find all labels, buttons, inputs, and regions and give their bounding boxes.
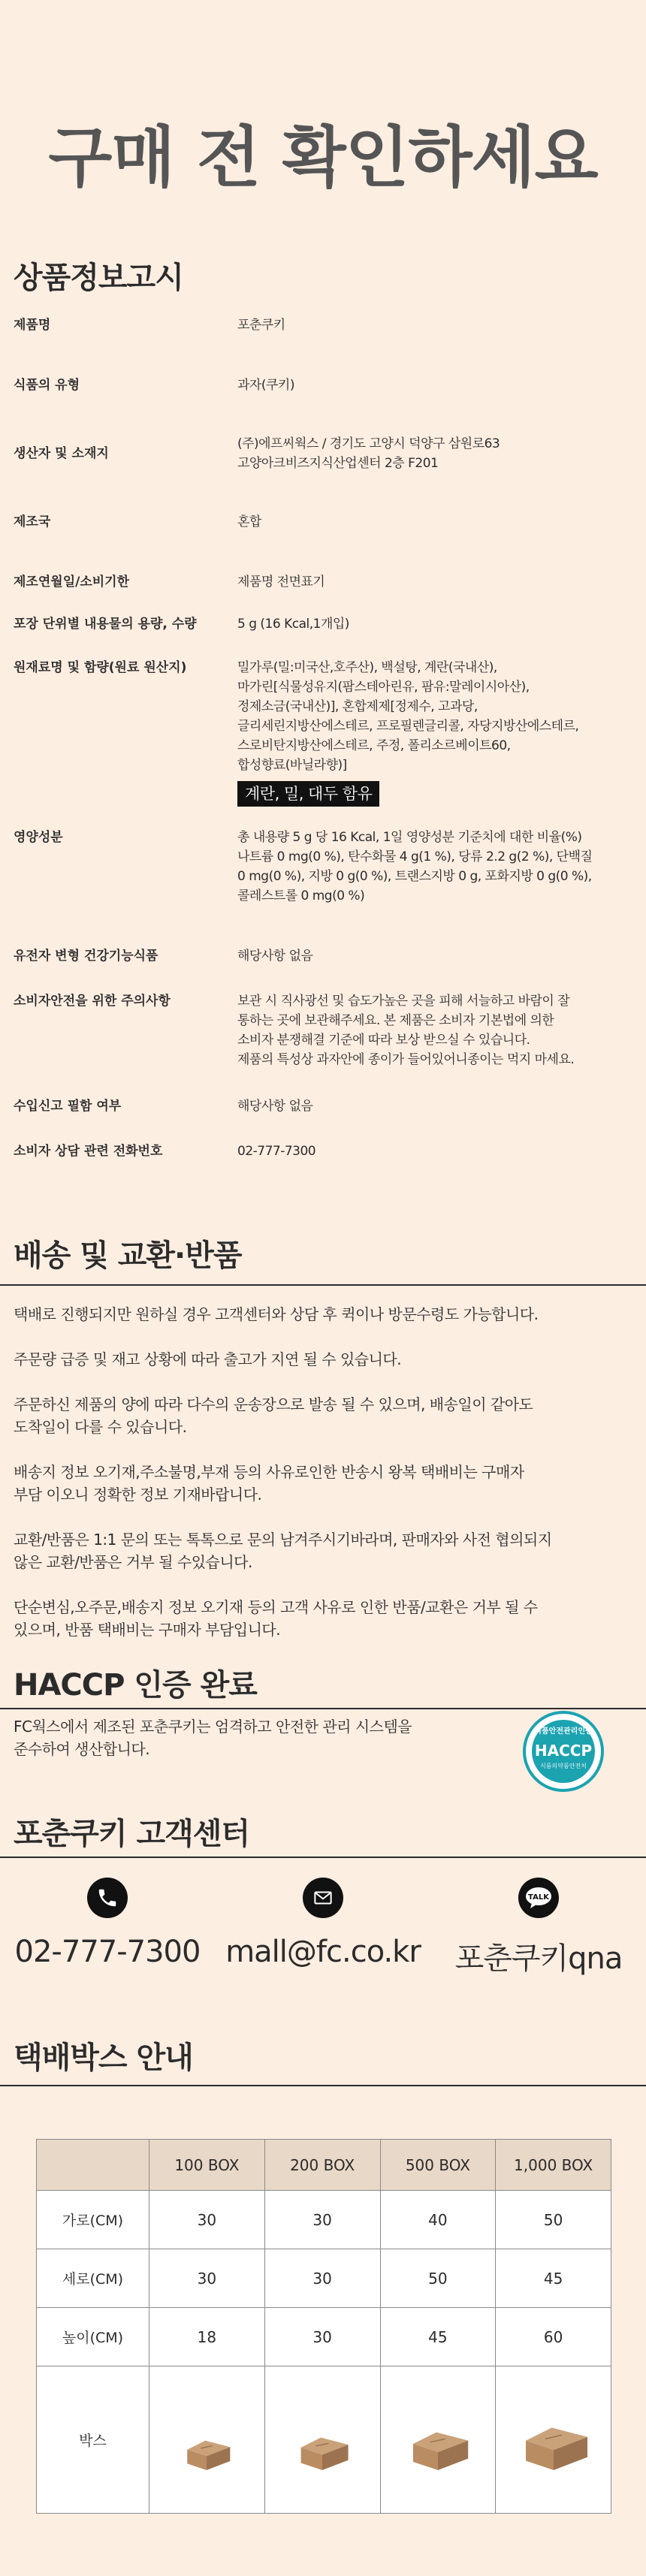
info-value: 해당사항 없음 — [237, 1099, 313, 1114]
contact-phone[interactable] — [0, 1878, 215, 1969]
shipping-paragraph — [14, 1348, 637, 1371]
info-value-line: 콜레스트롤 0 mg(0 %) — [237, 888, 365, 903]
info-value-line: 글리세린지방산에스테르, 프로필렌글리콜, 자당지방산에스테르, — [237, 719, 579, 734]
info-value-line: 밀가루(밀:미국산,호주산), 백설탕, 계란(국내산), — [237, 660, 497, 675]
contact-divider — [0, 1857, 646, 1858]
info-label: 원재료명 및 함량(원료 원산지) — [14, 660, 187, 675]
haccp-description — [14, 1715, 479, 1760]
box-cell: 30 — [264, 2308, 380, 2366]
box-header-200: 200 BOX — [264, 2140, 380, 2191]
box-cell: 45 — [496, 2249, 611, 2308]
haccp-logo-top: 식품안전관리인증 — [534, 1727, 593, 1736]
info-value-line: 정제소금(국내산)], 혼합제제[정제수, 고과당, — [237, 699, 478, 714]
box-size-table — [36, 2139, 611, 2514]
box-table-header-row — [37, 2140, 611, 2191]
box-500-icon — [382, 2381, 494, 2494]
shipping-line: 택배로 진행되지만 원하실 경우 고객센터와 상담 후 퀵이나 방문수령도 가능합니다. — [14, 1305, 539, 1323]
box-image-cell — [380, 2366, 496, 2514]
info-label: 소비자 상담 관련 전화번호 — [14, 1144, 163, 1159]
box-table-corner — [37, 2140, 149, 2191]
shipping-paragraph — [14, 1461, 637, 1506]
box-header-100: 100 BOX — [149, 2140, 265, 2191]
box-row-label: 세로(CM) — [37, 2249, 149, 2308]
box-row-depth — [37, 2249, 611, 2308]
talk-icon — [518, 1878, 559, 1918]
shipping-line: 않은 교환/반품은 거부 될 수있습니다. — [14, 1553, 252, 1571]
haccp-line: FC웍스에서 제조된 포춘쿠키는 엄격하고 안전한 관리 시스템을 — [14, 1718, 412, 1736]
info-value — [237, 991, 638, 1069]
info-value-line: 0 mg(0 %), 지방 0 g(0 %), 트랜스지방 0 g, 포화지방 0 g(0 %), — [237, 869, 592, 884]
shipping-line: 부담 이오니 정확한 정보 기재바랍니다. — [14, 1486, 262, 1504]
info-value: 해당사항 없음 — [237, 949, 313, 964]
shipping-paragraph — [14, 1303, 637, 1326]
info-label: 제품명 — [14, 318, 51, 333]
box-row-image — [37, 2366, 611, 2514]
info-value: 혼합 — [237, 514, 261, 529]
haccp-divider — [0, 1708, 646, 1709]
info-label: 수입신고 필함 여부 — [14, 1099, 122, 1114]
shipping-title: 배송 및 교환·반품 — [14, 1238, 242, 1273]
shipping-line: 있으며, 반품 택배비는 구매자 부담입니다. — [14, 1621, 281, 1639]
info-label: 식품의 유형 — [14, 378, 80, 393]
info-value-line: 소비자 분쟁해결 기준에 따라 보상 받으실 수 있습니다. — [237, 1033, 530, 1048]
box-row-height — [37, 2308, 611, 2366]
product-info-title: 상품정보고시 — [14, 261, 183, 295]
box-row-label: 높이(CM) — [37, 2308, 149, 2366]
shipping-line: 교환/반품은 1:1 문의 또는 톡톡으로 문의 남겨주시기바라며, 판매자와 사전 협의되지 — [14, 1531, 552, 1549]
info-value: 과자(쿠키) — [237, 378, 294, 393]
info-value-line: 고양아크비즈지식산업센터 2층 F201 — [237, 456, 439, 471]
box-guide-divider — [0, 2085, 646, 2086]
box-row-label: 박스 — [37, 2366, 149, 2514]
mail-icon — [303, 1878, 343, 1918]
info-label: 제조국 — [14, 514, 51, 529]
info-value — [237, 658, 638, 807]
shipping-line: 단순변심,오주문,배송지 정보 오기재 등의 고객 사유로 인한 반품/교환은 거부 될 수 — [14, 1598, 538, 1616]
shipping-line: 주문하신 제품의 양에 따라 다수의 운송장으로 발송 될 수 있으며, 배송일이 같아도 — [14, 1395, 533, 1413]
info-value-line: 보관 시 직사광선 및 습도가높은 곳을 피해 서늘하고 바람이 잘 — [237, 994, 570, 1009]
info-label: 포장 단위별 내용물의 용량, 수량 — [14, 617, 197, 632]
shipping-line: 도착일이 다를 수 있습니다. — [14, 1418, 187, 1436]
info-label: 유전자 변형 건강기능식품 — [14, 949, 158, 964]
contact-email[interactable] — [216, 1878, 430, 1969]
box-cell: 50 — [496, 2191, 611, 2249]
allergen-badge: 계란, 밀, 대두 함유 — [237, 781, 379, 807]
haccp-logo — [523, 1711, 604, 1792]
box-image-cell — [264, 2366, 380, 2514]
contact-kakaotalk[interactable] — [431, 1878, 646, 1977]
box-row-width — [37, 2191, 611, 2249]
box-header-1000: 1,000 BOX — [496, 2140, 611, 2191]
info-value-line: 스로비탄지방산에스테르, 주정, 폴리소르베이트60, — [237, 738, 511, 753]
hero-title: 구매 전 확인하세요 — [48, 119, 598, 196]
info-value-line: 총 내용량 5 g 당 16 Kcal, 1일 영양성분 기준치에 대한 비율(%) — [237, 830, 582, 845]
info-label: 소비자안전을 위한 주의사항 — [14, 994, 171, 1009]
shipping-paragraph — [14, 1596, 637, 1641]
box-1000-icon — [497, 2381, 610, 2494]
box-image-cell — [149, 2366, 265, 2514]
shipping-notes — [14, 1303, 637, 1664]
box-200-icon — [266, 2381, 379, 2494]
shipping-paragraph — [14, 1393, 637, 1438]
contact-talk-id: 포춘쿠키qna — [454, 1941, 623, 1976]
haccp-logo-bottom: 식품의약품안전처 — [540, 1763, 587, 1769]
info-label: 제조연월일/소비기한 — [14, 575, 130, 590]
info-value: 02-777-7300 — [237, 1144, 316, 1159]
info-value-line: 마가린[식물성유지(팜스테아린유, 팜유:말레이시아산), — [237, 680, 530, 695]
info-value-line: (주)에프씨웍스 / 경기도 고양시 덕양구 삼원로63 — [237, 436, 500, 451]
info-label: 영양성분 — [14, 830, 63, 845]
info-value — [237, 434, 638, 473]
box-row-label: 가로(CM) — [37, 2191, 149, 2249]
box-cell: 30 — [149, 2249, 265, 2308]
box-cell: 30 — [264, 2249, 380, 2308]
box-cell: 60 — [496, 2308, 611, 2366]
shipping-divider — [0, 1284, 646, 1286]
info-value-line: 합성향료(바닐라향)] — [237, 758, 347, 773]
box-100-icon — [150, 2381, 263, 2494]
contact-phone-number: 02-777-7300 — [14, 1935, 201, 1969]
box-cell: 40 — [380, 2191, 496, 2249]
shipping-line: 배송지 정보 오기재,주소불명,부재 등의 사유로인한 반송시 왕복 택배비는 구매자 — [14, 1463, 524, 1481]
box-cell: 45 — [380, 2308, 496, 2366]
contact-email-address: mall@fc.co.kr — [225, 1935, 421, 1969]
box-guide-title: 택배박스 안내 — [14, 2041, 193, 2075]
info-label: 생산자 및 소재지 — [14, 446, 109, 461]
box-cell: 30 — [264, 2191, 380, 2249]
box-header-500: 500 BOX — [380, 2140, 496, 2191]
box-image-cell — [496, 2366, 611, 2514]
info-value: 제품명 전면표기 — [237, 575, 325, 590]
info-value-line: 통하는 곳에 보관해주세요. 본 제품은 소비자 기본법에 의한 — [237, 1013, 554, 1028]
info-value — [237, 828, 638, 906]
haccp-title: HACCP 인증 완료 — [14, 1668, 257, 1703]
info-value-line: 나트륨 0 mg(0 %), 탄수화물 4 g(1 %), 당류 2.2 g(2 %), 단백질 — [237, 849, 593, 864]
talk-badge-text: TALK — [528, 1893, 549, 1902]
info-value: 포춘쿠키 — [237, 318, 285, 333]
haccp-logo-main: HACCP — [534, 1742, 593, 1760]
box-cell: 18 — [149, 2308, 265, 2366]
phone-icon — [87, 1878, 128, 1918]
shipping-line: 주문량 급증 및 재고 상황에 따라 출고가 지연 될 수 있습니다. — [14, 1350, 402, 1368]
box-cell: 50 — [380, 2249, 496, 2308]
info-value: 5 g (16 Kcal,1개입) — [237, 617, 349, 632]
contact-title: 포춘쿠키 고객센터 — [14, 1817, 250, 1851]
info-value-line: 제품의 특성상 과자안에 종이가 들어있어니종이는 먹지 마세요. — [237, 1052, 575, 1067]
haccp-line: 준수하여 생산합니다. — [14, 1740, 150, 1758]
shipping-paragraph — [14, 1528, 637, 1573]
box-cell: 30 — [149, 2191, 265, 2249]
